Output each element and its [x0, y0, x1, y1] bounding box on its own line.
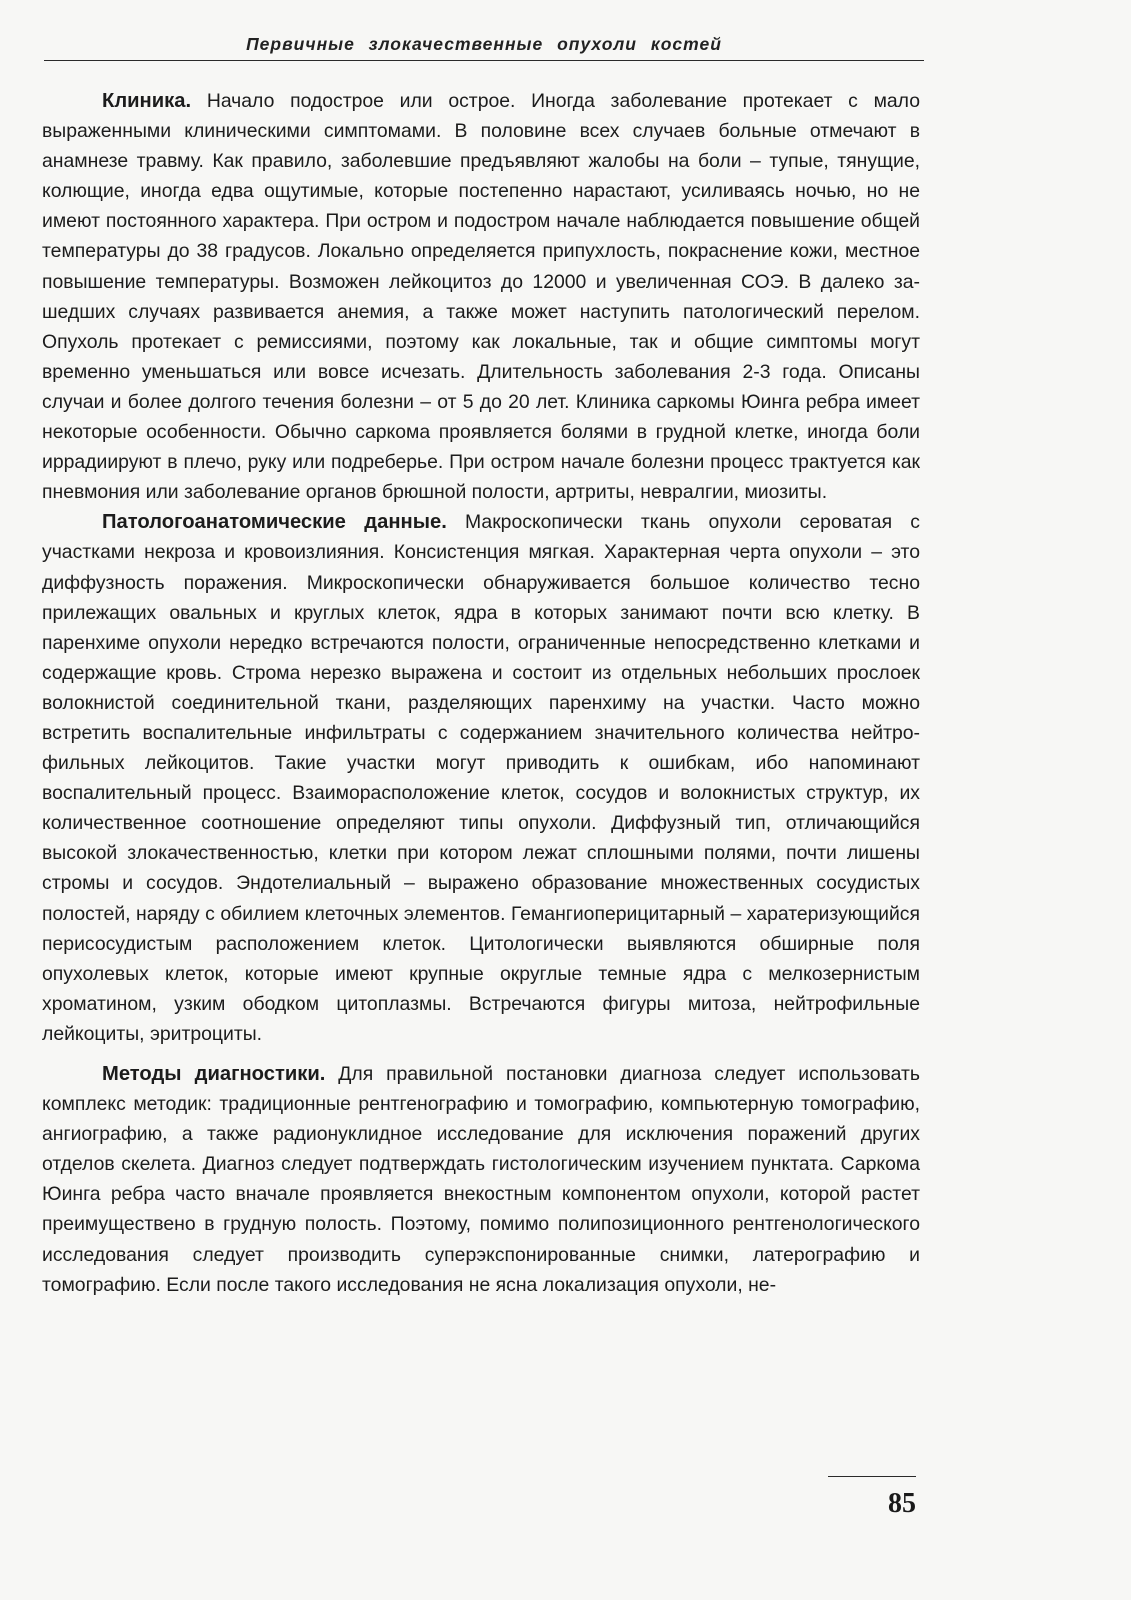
body-text [42, 86, 920, 1300]
paragraph-lead: Клиника. [102, 90, 192, 112]
running-head-title: Первичные злокачественные опухоли костей [246, 34, 722, 54]
paragraph-text: Макроскопически ткань опухоли сероватая с участками некроза и кровоизлияния. Консистенция мягкая. Характерная черта опухоли – это диффузность поражения. Микроскопически обнаруживается большое количество тесно прилежащих овальных и круглых клеток, ядра в которых занимают почти всю клетку. В паренхиме опухоли нередко встречаются полости, ограниченные непосредственно клетками и содержащие кровь. Строма нерезко выражена и состоит из отдельных небольших прослоек волокнистой соединительной ткани, разделяющих паренхиму на участки. Часто можно встретить воспалительные инфильтраты с содержанием значительного количества нейтрофильных лейкоцитов. Такие участки могут приводить к ошибкам, ибо напоминают воспалительный процесс. Взаиморасположение клеток, сосудов и волокнистых структур, их количественное соотношение определяют типы опухоли. Диффузный тип, отличающийся высокой злокачественностью, клетки при котором лежат сплошными полями, почти лишены стромы и сосудов. Эндотелиальный – выражено образование множественных сосудистых полостей, наряду с обилием клеточных элементов. Гемангиоперицитарный – харатеризующийся перисосудистым расположением клеток. Цитологически выявляются обширные поля опухолевых клеток, которые имеют крупные округлые темные ядра с мелкозернистым хроматином, узким ободком цитоплазмы. Встречаются фигуры митоза, нейтрофильные лейкоциты, эритроциты. [42, 511, 920, 1045]
paragraph-diagnostics [42, 1059, 920, 1300]
running-head [44, 30, 924, 61]
paragraph-text: Для правильной постановки диагноза следует использовать комплекс методик: традиционные рентгенографию и томографию, компьютерную томографию, ангиографию, а также радионуклидное исследование для исключения поражений других отделов скелета. Диагноз следует подтверждать гистологическим изучением пунктата. Саркома Юинга ребра часто вначале проявляется внекостным компонентом опухоли, которой растет преимуществено в грудную полость. Поэтому, помимо полипозиционного рентгенологического исследования следует производить суперэкспонированные снимки, латерографию и томографию. Если после такого исследования не ясна локализация опухоли, не- [42, 1063, 920, 1296]
paragraph-lead: Методы диагностики. [102, 1063, 326, 1085]
page-number: 85 [888, 1488, 916, 1519]
paragraph-clinic [42, 86, 920, 507]
footer-rule [828, 1476, 916, 1477]
paragraph-text: Начало подострое или острое. Иногда заболевание протекает с мало выраженными клиническими симптомами. В половине всех случаев больные отмечают в анамнезе травму. Как правило, заболевшие предъявляют жалобы на боли – тупые, тянущие, колющие, иногда едва ощутимые, которые постепенно нарастают, усиливаясь ночью, но не имеют постоянного характера. При остром и подостром начале наблюдается повышение общей температуры до 38 градусов. Локально определяется припухлость, покраснение кожи, местное повышение температуры. Возможен лейкоцитоз до 12000 и увеличенная СОЭ. В далеко зашедших случаях развивается анемия, а также может наступить патологический перелом. Опухоль протекает с ремиссиями, поэтому как локальные, так и общие симптомы могут временно уменьшаться или вовсе исчезать. Длительность заболевания 2-3 года. Описаны случаи и более долгого течения болезни – от 5 до 20 лет. Клиника саркомы Юинга ребра имеет некоторые особенности. Обычно саркома проявляется болями в грудной клетке, иногда боли иррадиируют в плечо, руку или подреберье. При остром начале болезни процесс трактуется как пневмония или заболевание органов брюшной полости, артриты, невралгии, миозиты. [42, 90, 920, 504]
paragraph-spacer [42, 1049, 920, 1059]
paragraph-lead: Патологоанатомические данные. [102, 511, 447, 534]
paragraph-pathology [42, 507, 920, 1049]
